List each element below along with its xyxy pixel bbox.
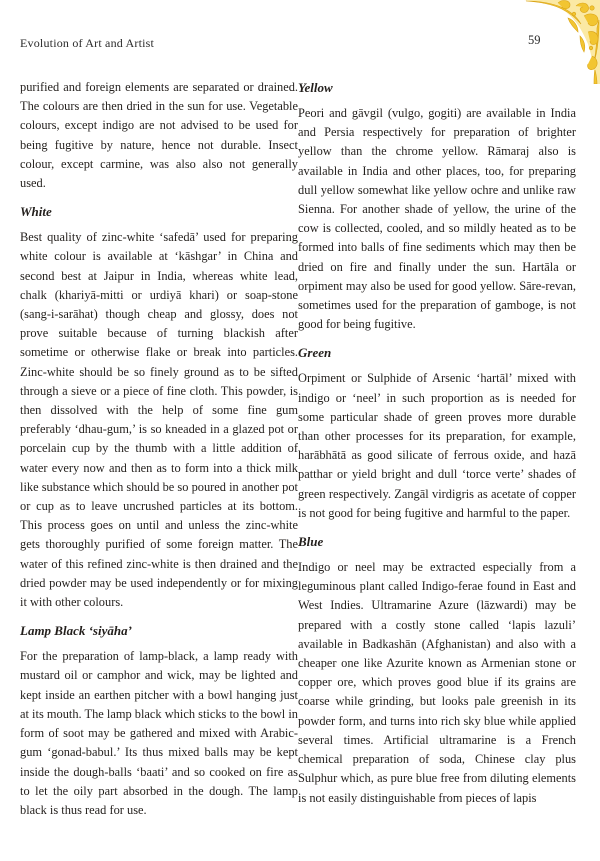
page-number: 59: [528, 33, 541, 47]
green-paragraph: Orpiment or Sulphide of Arsenic ‘hartāl’ mixed with indigo or ‘neel’ in such proportion as is needed for some particular shade of green proves more durable than other processes for its preparation, for example, harābhātā as good silicate of ferrous oxide, and hazā patthar or yield bright and dull ‘torce verte’ shades of green respectively. Zangāl virdigris as acetate of copper is not good for being fugitive and harmful to the paper.: [298, 371, 576, 520]
yellow-paragraph: Peori and gāvgil (vulgo, gogiti) are available in India and Persia respectively for preparation of brighter yellow than the chrome yellow. Rāmaraj also is available in India and other places, too, for preparing dull yellow somewhat like yellow ochre and unlike raw Sienna. For another shade of yellow, the urine of the cow is collected, cooled, and so mildly heated as to be formed into balls of fine sediments which may then be dried on fire and finally under the sun. Hartāla or orpiment may also be used for good yellow. Sāre-revan, sometimes used for the preparation of gamboge, is not good for being fugitive.: [298, 106, 576, 332]
blue-heading: Blue: [298, 534, 324, 550]
right-column: [298, 78, 576, 808]
white-heading: White: [20, 204, 52, 220]
lampblack-heading: Lamp Black ‘siyāha’: [20, 623, 132, 639]
running-title: Evolution of Art and Artist: [20, 36, 155, 50]
left-column: [20, 78, 298, 820]
yellow-heading: Yellow: [298, 80, 333, 95]
blue-paragraph: Indigo or neel may be extracted especially from a leguminous plant called Indigo-ferae found in East and West Indies. Ultramarine Azure (lāzwardi) may be prepared with a costly stone called ‘lapis lazuli’ available in Badkashān (Afghanistan) and also with a cheaper one like Azurite known as Armenian stone or copper ore, which proves good blue if its grains are coarse while grinding, but looks pale greenish in its powder form, and turns into rich sky blue while applied several times. Artificial ultramarine is a French chemical preparation of soda, Chinese clay plus Sulphur which, as pure blue free from diluting elements is not easily distinguishable from pieces of lapis: [298, 560, 576, 805]
lampblack-paragraph: For the preparation of lamp-black, a lamp ready with mustard oil or camphor and wick, may be lighted and kept inside an earthen pitcher with a bowl hanging just at its mouth. The lamp black which sticks to the bowl in form of soot may be gathered and mixed with Arabic-gum ‘gonad-babul.’ Its thus mixed balls may be kept inside the dough-balls ‘baati’ and so cooked on fire as to let the oily part absorbed in the dough. The lamp black is thus read for use.: [20, 649, 298, 817]
green-heading: Green: [298, 345, 332, 361]
intro-paragraph: purified and foreign elements are separated or drained. The colours are then dried in the sun for use. Vegetable colours, except indigo are not advised to be used for being fugitive by nature, hence not durable. Insect colour, except carmine, was also also not generally used.: [20, 80, 298, 191]
white-paragraph: Best quality of zinc-white ‘safedā’ used for preparing white colour is available at ‘kāshgar’ in China and second best at Jaipur in India, whereas white lead, chalk (khariyā-mitti or urdiyā khari) or soap-stone (sang-i-sarāhat) though cheap and glossy, does not prove suitable because of turning blackish after sometime or otherwise flake or break into particles. Zinc-white should be so finely ground as to be sifted through a sieve or a piece of fine cloth. This powder, is then dissolved with the help of some fine gum preferably ‘dhau-gum,’ is so kneaded in a glazed pot or porcelain cup by the thumb with a little addition of water every now and then as to form into a thick milk like substance which should be so poured in another pot or cup as to leave uncrushed particles at its bottom. This process goes on until and unless the zinc-white gets thoroughly purified of some foreign matter. The water of this refined zinc-white is then drained and the dried powder may be used independently or for mixing it with other colours.: [20, 230, 298, 610]
